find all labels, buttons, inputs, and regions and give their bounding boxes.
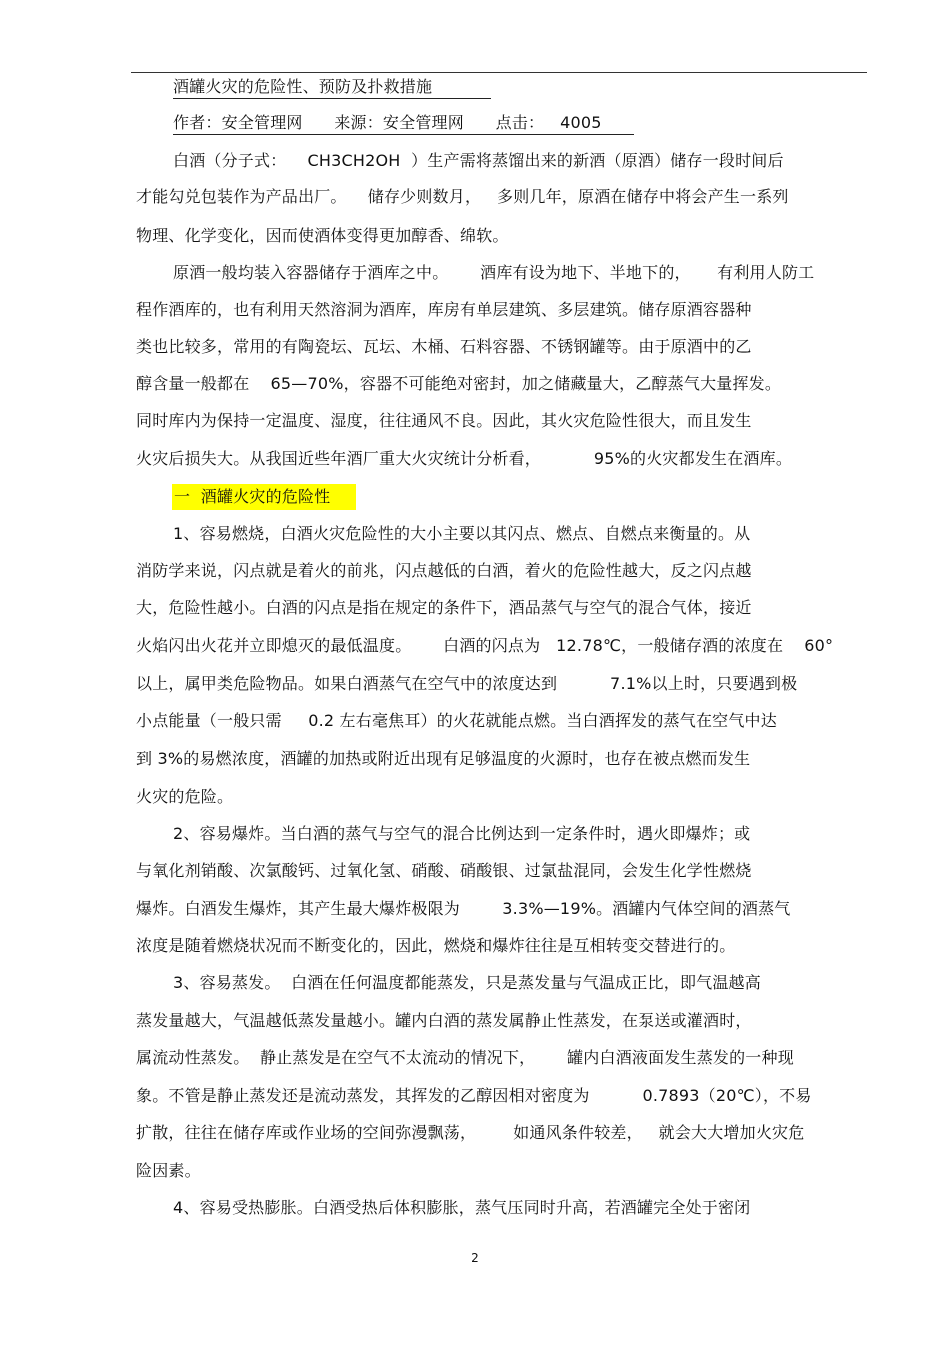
paragraph-line: 白酒（分子式： CH3CH2OH ）生产需将蒸馏出来的新酒（原酒）储存一段时间后 — [173, 151, 784, 170]
paragraph-line: 类也比较多，常用的有陶瓷坛、瓦坛、木桶、石料容器、不锈钢罐等。由于原酒中的乙 — [136, 337, 752, 356]
paragraph-line: 火焰闪出火花并立即熄灭的最低温度。 白酒的闪点为 12.78℃，一般储存酒的浓度在 60° — [136, 636, 834, 655]
paragraph-line: 1、容易燃烧，白酒火灾危险性的大小主要以其闪点、燃点、自燃点来衡量的。从 — [173, 524, 751, 543]
paragraph-line: 爆炸。白酒发生爆炸，其产生最大爆炸极限为 3.3%—19%。酒罐内气体空间的酒蒸气 — [136, 899, 791, 918]
paragraph-line: 蒸发量越大，气温越低蒸发量越小。罐内白酒的蒸发属静止性蒸发，在泵送或灌酒时， — [136, 1011, 752, 1030]
paragraph-line: 浓度是随着燃烧状况而不断变化的，因此，燃烧和爆炸往往是互相转变交替进行的。 — [136, 936, 736, 955]
paragraph-line: 小点能量（一般只需 0.2 左右毫焦耳）的火花就能点燃。当白酒挥发的蒸气在空气中达 — [136, 711, 777, 730]
paragraph-line: 醇含量一般都在 65—70%，容器不可能绝对密封，加之储藏量大，乙醇蒸气大量挥发。 — [136, 374, 782, 393]
paragraph-line: 扩散，往往在储存库或作业场的空间弥漫飘荡， 如通风条件较差， 就会大大增加火灾危 — [136, 1123, 805, 1142]
paragraph-line: 险因素。 — [136, 1161, 201, 1180]
paragraph-line: 大，危险性越小。白酒的闪点是指在规定的条件下，酒品蒸气与空气的混合气体，接近 — [136, 598, 752, 617]
paragraph-line: 程作酒库的，也有利用天然溶洞为酒库，库房有单层建筑、多层建筑。储存原酒容器种 — [136, 300, 752, 319]
document-meta: 作者：安全管理网 来源：安全管理网 点击： 4005 — [173, 113, 602, 132]
paragraph-line: 与氧化剂销酸、次氯酸钙、过氧化氢、硝酸、硝酸银、过氯盐混同，会发生化学性燃烧 — [136, 861, 752, 880]
paragraph-line: 火灾的危险。 — [136, 787, 234, 806]
paragraph-line: 以上，属甲类危险物品。如果白酒蒸气在空气中的浓度达到 7.1%以上时，只要遇到极 — [136, 674, 798, 693]
section-heading: 一 酒罐火灾的危险性 — [174, 487, 331, 506]
paragraph-line: 火灾后损失大。从我国近些年酒厂重大火灾统计分析看， 95%的火灾都发生在酒库。 — [136, 449, 793, 468]
header-rule — [131, 72, 867, 73]
document-title: 酒罐火灾的危险性、预防及扑救措施 — [173, 77, 433, 96]
page-number: 2 — [471, 1251, 479, 1265]
paragraph-line: 3、容易蒸发。 白酒在任何温度都能蒸发，只是蒸发量与气温成正比，即气温越高 — [173, 973, 761, 992]
paragraph-line: 象。不管是静止蒸发还是流动蒸发，其挥发的乙醇因相对密度为 0.7893（20℃），不易 — [136, 1086, 812, 1105]
paragraph-line: 2、容易爆炸。当白酒的蒸气与空气的混合比例达到一定条件时，遇火即爆炸；或 — [173, 824, 751, 843]
paragraph-line: 同时库内为保持一定温度、湿度，往往通风不良。因此，其火灾危险性很大，而且发生 — [136, 411, 752, 430]
paragraph-line: 消防学来说，闪点就是着火的前兆，闪点越低的白酒，着火的危险性越大，反之闪点越 — [136, 561, 752, 580]
paragraph-line: 到 3%的易燃浓度，酒罐的加热或附近出现有足够温度的火源时，也存在被点燃而发生 — [136, 749, 751, 768]
paragraph-line: 4、容易受热膨胀。白酒受热后体积膨胀，蒸气压同时升高，若酒罐完全处于密闭 — [173, 1198, 751, 1217]
paragraph-line: 才能勾兑包装作为产品出厂。 储存少则数月， 多则几年，原酒在储存中将会产生一系列 — [136, 187, 789, 206]
paragraph-line: 属流动性蒸发。 静止蒸发是在空气不太流动的情况下， 罐内白酒液面发生蒸发的一种现 — [136, 1048, 794, 1067]
paragraph-line: 原酒一般均装入容器储存于酒库之中。 酒库有设为地下、半地下的， 有利用人防工 — [173, 263, 815, 282]
meta-underline — [173, 134, 634, 135]
title-underline — [173, 98, 491, 99]
paragraph-line: 物理、化学变化，因而使酒体变得更加醇香、绵软。 — [136, 226, 509, 245]
